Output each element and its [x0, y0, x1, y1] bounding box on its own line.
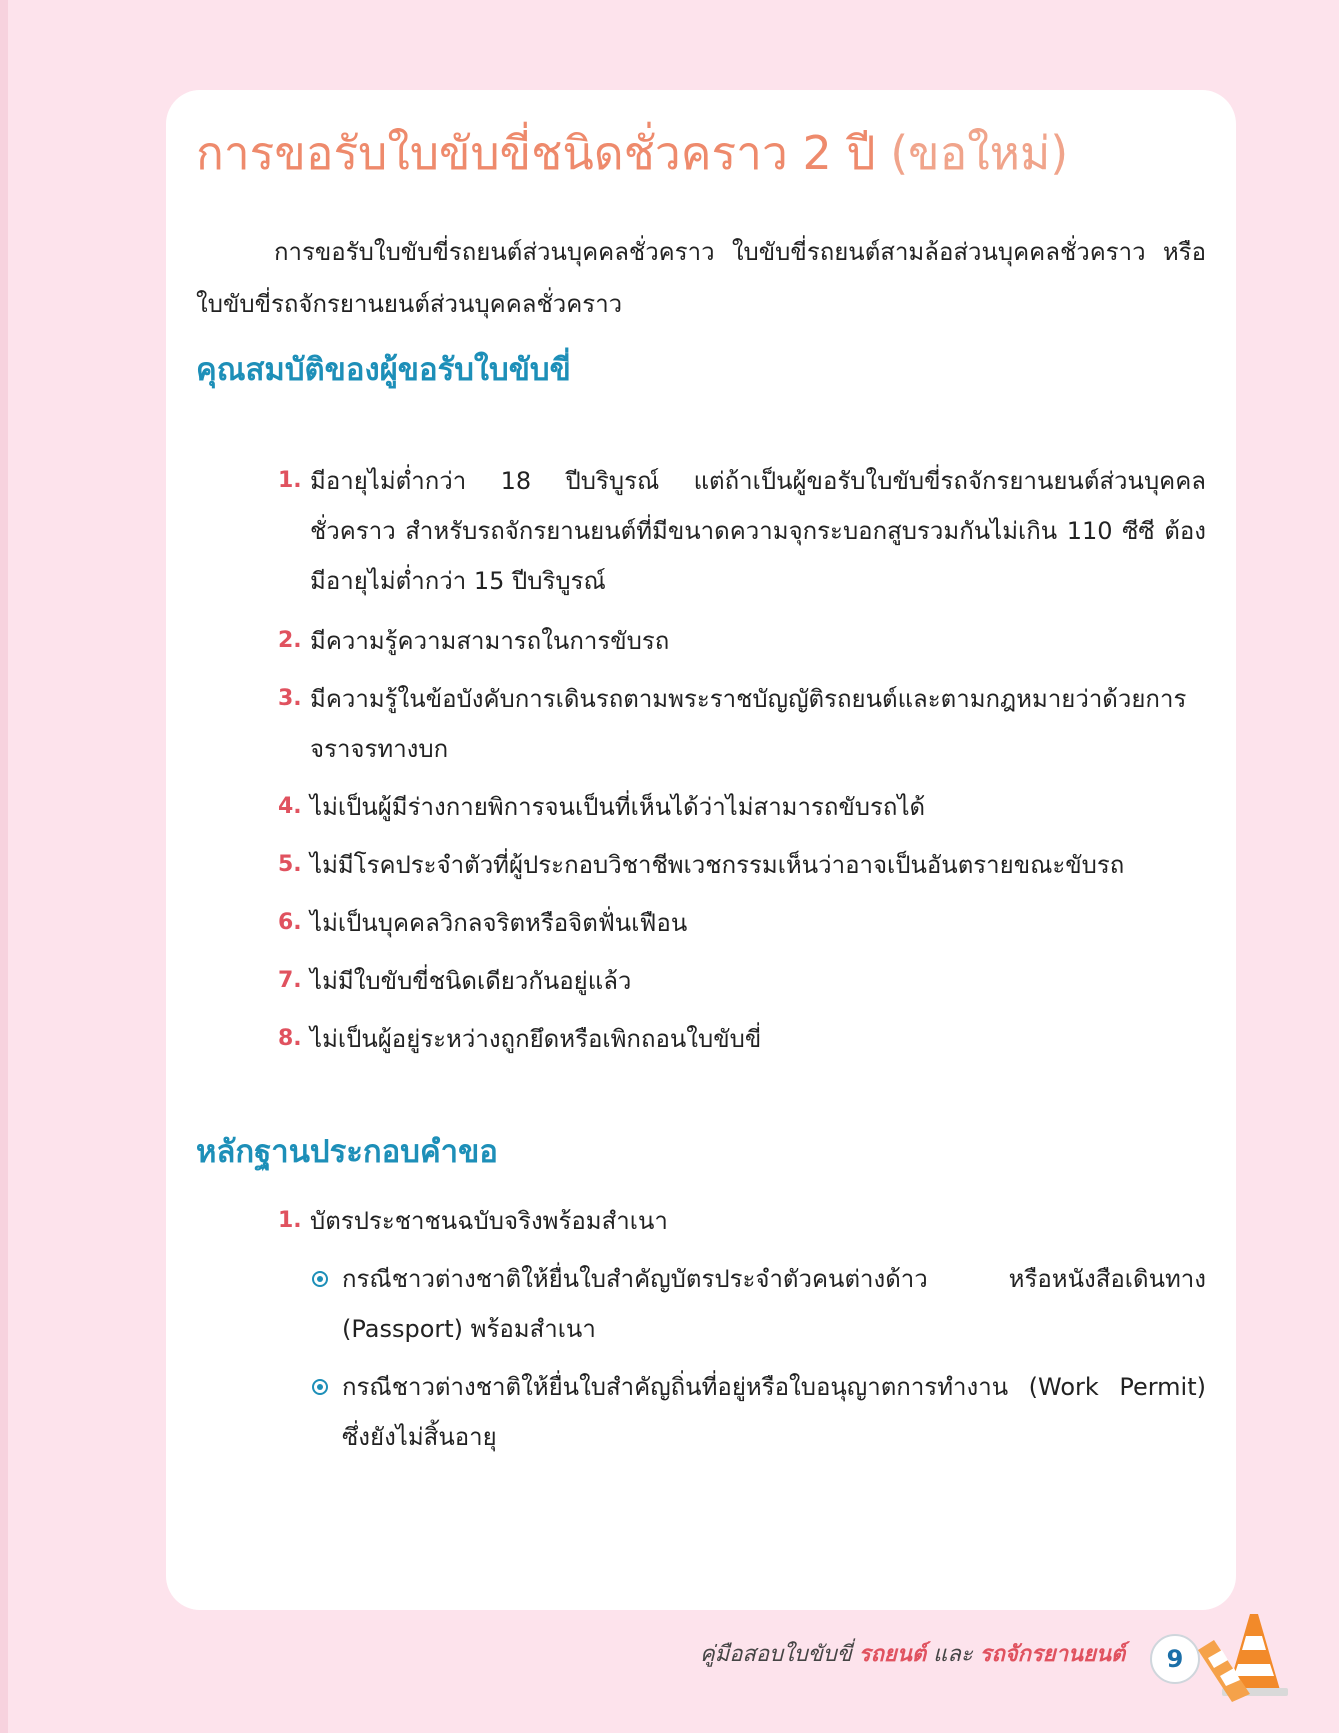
qualifications-heading: คุณสมบัติของผู้ขอรับใบขับขี่: [196, 352, 571, 388]
bullet-icon: [312, 1379, 328, 1395]
page-number: 9: [1150, 1634, 1200, 1684]
left-edge-strip: [0, 0, 8, 1733]
footer-car: รถยนต์: [858, 1642, 927, 1667]
title-paren: (ขอใหม่): [890, 126, 1069, 180]
list-item: 2. มีความรู้ความสามารถในการขับรถ: [278, 627, 670, 655]
footer-guide: คู่มือสอบใบขับขี่: [700, 1642, 852, 1667]
traffic-cone-icon: [1192, 1610, 1302, 1705]
list-item: 5. ไม่มีโรคประจำตัวที่ผู้ประกอบวิชาชีพเวชกรรมเห็นว่าอาจเป็นอันตรายขณะขับรถ: [278, 851, 1125, 879]
bullet-icon: [312, 1271, 328, 1287]
intro-text: การขอรับใบขับขี่รถยนต์ส่วนบุคคลชั่วคราว ใบขับขี่รถยนต์สามล้อส่วนบุคคลชั่วคราว หรือใบขับขี่รถจักรยานยนต์ส่วนบุคคลชั่วคราว: [196, 238, 1206, 318]
list-item: 4. ไม่เป็นผู้มีร่างกายพิการจนเป็นที่เห็นได้ว่าไม่สามารถขับรถได้: [278, 793, 926, 821]
qualifications-list: [278, 456, 1206, 1064]
list-item: 3. มีความรู้ในข้อบังคับการเดินรถตามพระราชบัญญัติรถยนต์และตามกฎหมายว่าด้วยการจราจรทางบก: [278, 685, 1187, 763]
list-item: 1. มีอายุไม่ต่ำกว่า 18 ปีบริบูรณ์ แต่ถ้าเป็นผู้ขอรับใบขับขี่รถจักรยานยนต์ส่วนบุคคลชั่วคราว สำหรับรถจักรยานยนต์ที่มีขนาดความจุกระบอกสูบรวมกันไม่เกิน 110 ซีซี ต้องมีอายุไม่ต่ำกว่า 15 ปีบริบูรณ์: [278, 467, 1206, 595]
list-item: 7. ไม่มีใบขับขี่ชนิดเดียวกันอยู่แล้ว: [278, 967, 632, 995]
evidence-sublist: [310, 1254, 1206, 1462]
intro-paragraph: [196, 226, 1206, 330]
footer-motorcycle: รถจักรยานยนต์: [979, 1642, 1126, 1667]
sub-list-item: กรณีชาวต่างชาติให้ยื่นใบสำคัญบัตรประจำตัวคนต่างด้าว หรือหนังสือเดินทาง (Passport) พร้อมสำเนา: [310, 1254, 1206, 1354]
evidence-list: [278, 1196, 1206, 1462]
list-item: 8. ไม่เป็นผู้อยู่ระหว่างถูกยึดหรือเพิกถอนใบขับขี่: [278, 1025, 762, 1053]
page-title: [196, 118, 1068, 188]
list-item: 6. ไม่เป็นบุคคลวิกลจริตหรือจิตฟั่นเฟือน: [278, 909, 688, 937]
list-item: 1. บัตรประชาชนฉบับจริงพร้อมสำเนา กรณีชาวต่างชาติให้ยื่นใบสำคัญบัตรประจำตัวคนต่างด้าว หรือหนังสือเดินทาง (Passport) พร้อมสำเนา กรณีชาวต่างชาติให้ยื่นใบสำคัญถิ่นที่อยู่หรือใบอนุญาตการทำงาน (Work Permit) ซึ่งยังไม่สิ้นอายุ: [278, 1196, 1206, 1462]
evidence-heading: หลักฐานประกอบคำขอ: [196, 1134, 498, 1170]
footer-and: และ: [933, 1642, 973, 1667]
footer-caption: [700, 1636, 1125, 1671]
sub-list-item: กรณีชาวต่างชาติให้ยื่นใบสำคัญถิ่นที่อยู่หรือใบอนุญาตการทำงาน (Work Permit) ซึ่งยังไม่สิ้นอายุ: [310, 1362, 1206, 1462]
title-main: การขอรับใบขับขี่ชนิดชั่วคราว 2 ปี: [196, 126, 876, 180]
